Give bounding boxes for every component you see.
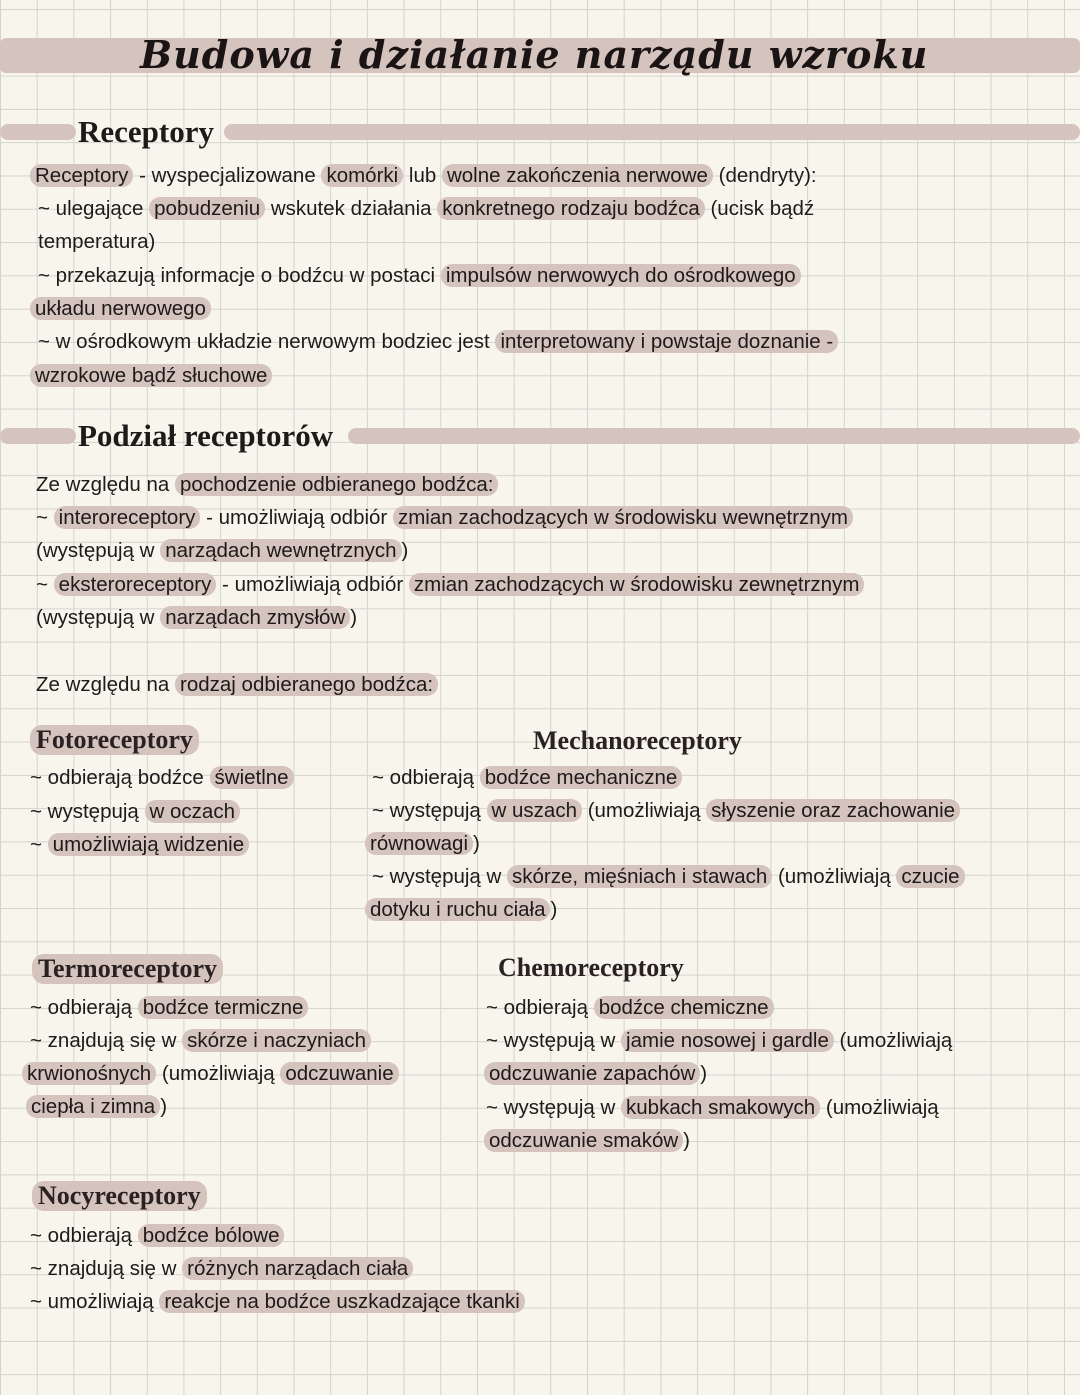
note-text: ~ — [36, 506, 54, 529]
note-text: - wyspecjalizowane — [133, 164, 322, 187]
heading-band — [224, 124, 1080, 140]
page-title: Budowa i działanie narządu wzroku — [140, 32, 929, 77]
highlighted-text: odczuwanie smaków — [484, 1129, 683, 1152]
note-text: ) — [700, 1062, 708, 1085]
note-text: (ucisk bądź — [704, 197, 815, 220]
note-text: ~ występują w — [486, 1096, 622, 1119]
heading-receptory: Receptory — [78, 114, 214, 149]
note-text: ) — [401, 539, 409, 562]
highlighted-text: wzrokowe bądź słuchowe — [30, 364, 272, 387]
note-line — [30, 765, 294, 791]
highlighted-text: Receptory — [30, 164, 133, 187]
note-line — [38, 196, 814, 222]
note-line — [372, 864, 965, 890]
highlighted-text: czucie — [896, 865, 964, 888]
note-text: ~ w ośrodkowym układzie nerwowym bodziec jest — [38, 330, 496, 353]
highlighted-text: różnych narządach ciała — [182, 1257, 413, 1280]
heading-fotoreceptory: Fotoreceptory — [30, 725, 199, 755]
highlighted-text: skórze i naczyniach — [182, 1029, 371, 1052]
note-line — [365, 897, 557, 923]
highlighted-text: reakcje na bodźce uszkadzające tkanki — [159, 1290, 525, 1313]
note-text: ~ znajdują się w — [30, 1029, 183, 1052]
note-text: wskutek działania — [265, 197, 438, 220]
note-text: ~ znajdują się w — [30, 1257, 183, 1280]
note-text: ~ odbierają — [30, 1224, 138, 1247]
highlighted-text: zmian zachodzących w środowisku wewnętrznym — [393, 506, 853, 529]
note-text: ~ — [36, 573, 54, 596]
note-line — [30, 1256, 413, 1282]
highlighted-text: dotyku i ruchu ciała — [365, 898, 550, 921]
heading-termoreceptory: Termoreceptory — [32, 954, 223, 984]
note-text: ~ występują w — [486, 1029, 622, 1052]
note-text: ~ odbierają — [30, 996, 138, 1019]
highlighted-text: kubkach smakowych — [621, 1096, 820, 1119]
note-line — [30, 296, 211, 322]
note-text: - umożliwiają odbiór — [200, 506, 393, 529]
note-line — [36, 505, 853, 531]
note-line — [36, 605, 357, 631]
highlighted-text: bodźce chemiczne — [594, 996, 774, 1019]
note-text: ~ odbierają — [486, 996, 594, 1019]
highlighted-text: konkretnego rodzaju bodźca — [437, 197, 705, 220]
note-text: ~ występują — [30, 800, 145, 823]
note-line — [36, 472, 498, 498]
highlighted-text: bodźce termiczne — [138, 996, 309, 1019]
note-text: ~ — [30, 833, 48, 856]
note-line — [30, 163, 817, 189]
highlighted-text: pochodzenie odbieranego bodźca: — [175, 473, 498, 496]
highlighted-text: skórze, mięśniach i stawach — [507, 865, 772, 888]
note-text: ) — [550, 898, 558, 921]
note-line — [36, 572, 864, 598]
note-text: (umożliwiają — [833, 1029, 953, 1052]
note-text: ) — [160, 1095, 168, 1118]
note-line — [372, 798, 960, 824]
highlighted-text: słyszenie oraz zachowanie — [706, 799, 960, 822]
note-text: (dendryty): — [712, 164, 817, 187]
note-line — [30, 1223, 284, 1249]
note-line — [36, 672, 438, 698]
note-line — [486, 1095, 939, 1121]
highlighted-text: zmian zachodzących w środowisku zewnętrznym — [409, 573, 864, 596]
highlighted-text: eksteroreceptory — [54, 573, 217, 596]
note-line — [30, 1028, 371, 1054]
highlighted-text: impulsów nerwowych do ośrodkowego — [441, 264, 801, 287]
highlighted-text: w oczach — [145, 800, 240, 823]
note-text: ~ występują — [372, 799, 487, 822]
note-line — [30, 1289, 525, 1315]
note-line — [38, 229, 155, 255]
note-text: ) — [473, 832, 480, 855]
note-text: - umożliwiają odbiór — [216, 573, 409, 596]
note-text: (umożliwiają — [582, 799, 707, 822]
highlighted-text: ciepła i zimna — [26, 1095, 160, 1118]
note-line — [22, 1061, 399, 1087]
highlighted-text: odczuwanie — [280, 1062, 398, 1085]
highlighted-text: komórki — [321, 164, 403, 187]
note-text: temperatura) — [38, 230, 156, 253]
note-text: Ze względu na — [36, 673, 176, 696]
highlighted-text: narządach zmysłów — [160, 606, 350, 629]
highlighted-text: w uszach — [487, 799, 582, 822]
note-line — [486, 1028, 952, 1054]
note-line — [30, 799, 240, 825]
note-text: (umożliwiają — [156, 1062, 281, 1085]
note-line — [484, 1128, 690, 1154]
note-text: Ze względu na — [36, 473, 176, 496]
highlighted-text: interpretowany i powstaje doznanie - — [495, 330, 838, 353]
highlighted-text: bodźce bólowe — [138, 1224, 285, 1247]
note-line — [372, 765, 682, 791]
note-text: ~ odbierają — [372, 766, 480, 789]
highlighted-text: odczuwanie zapachów — [484, 1062, 700, 1085]
note-line — [365, 831, 480, 857]
note-text: ) — [350, 606, 358, 629]
note-text: ~ odbierają bodźce — [30, 766, 210, 789]
note-text: (umożliwiają — [772, 865, 897, 888]
heading-band — [348, 428, 1080, 444]
heading-band — [0, 124, 76, 140]
highlighted-text: jamie nosowej i gardle — [621, 1029, 834, 1052]
heading-nocyreceptory: Nocyreceptory — [32, 1181, 207, 1211]
highlighted-text: krwionośnych — [22, 1062, 156, 1085]
note-text: ~ umożliwiają — [30, 1290, 160, 1313]
note-line — [30, 995, 308, 1021]
note-text: ~ ulegające — [38, 197, 150, 220]
note-text: ~ występują w — [372, 865, 508, 888]
highlighted-text: równowagi — [365, 832, 473, 855]
highlighted-text: narządach wewnętrznych — [160, 539, 401, 562]
highlighted-text: wolne zakończenia nerwowe — [442, 164, 713, 187]
heading-mechanoreceptory: Mechanoreceptory — [533, 726, 742, 755]
note-text: ~ przekazują informacje o bodźcu w postaci — [38, 264, 441, 287]
highlighted-text: bodźce mechaniczne — [480, 766, 683, 789]
highlighted-text: umożliwiają widzenie — [48, 833, 249, 856]
note-text: (umożliwiają — [820, 1096, 939, 1119]
note-line — [486, 995, 774, 1021]
note-line — [26, 1094, 167, 1120]
highlighted-text: układu nerwowego — [30, 297, 211, 320]
note-text: ) — [683, 1129, 690, 1152]
note-text: lub — [403, 164, 442, 187]
highlighted-text: pobudzeniu — [149, 197, 265, 220]
note-line — [30, 832, 249, 858]
heading-band — [0, 428, 76, 444]
note-line — [484, 1061, 707, 1087]
highlighted-text: interoreceptory — [54, 506, 201, 529]
note-text: (występują w — [36, 539, 161, 562]
highlighted-text: rodzaj odbieranego bodźca: — [175, 673, 438, 696]
heading-podzial: Podział receptorów — [78, 418, 334, 453]
note-line — [38, 263, 801, 289]
highlighted-text: świetlne — [210, 766, 294, 789]
note-line — [38, 329, 838, 355]
note-line — [30, 363, 272, 389]
heading-chemoreceptory: Chemoreceptory — [498, 953, 684, 982]
note-text: (występują w — [36, 606, 161, 629]
note-line — [36, 538, 408, 564]
